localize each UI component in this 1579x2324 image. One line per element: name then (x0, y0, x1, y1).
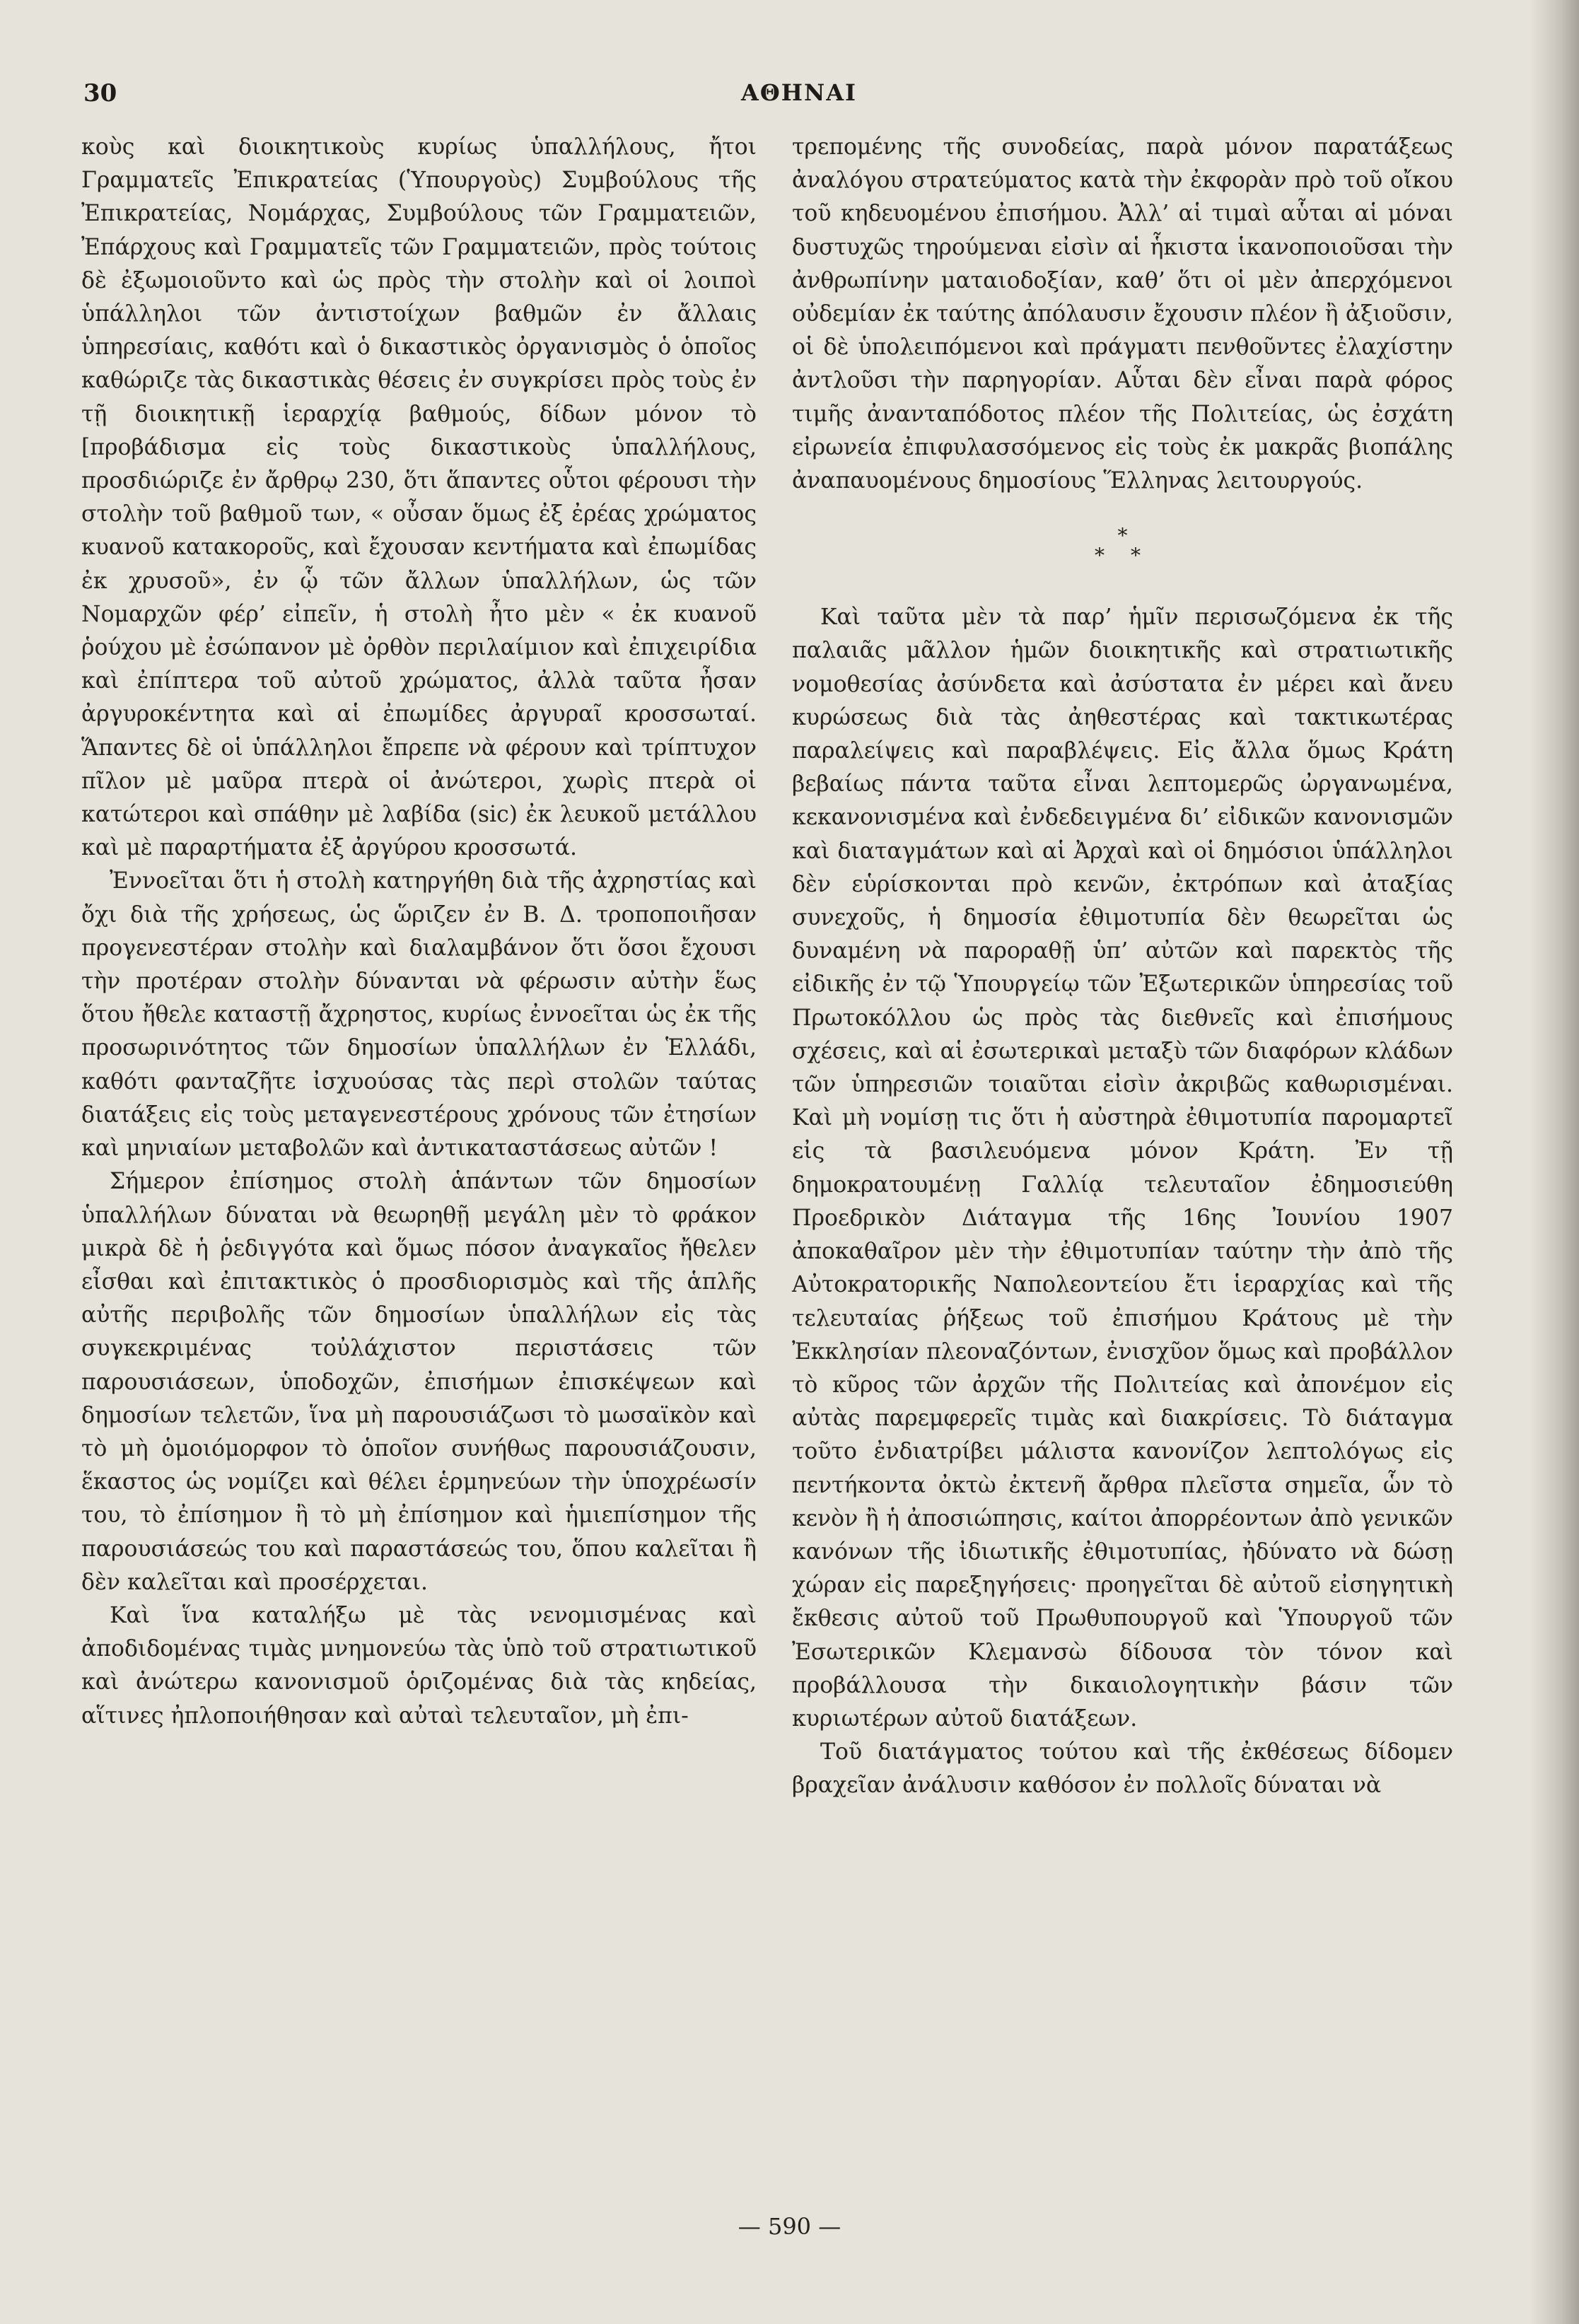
left-paragraph-2: Ἐννοεῖται ὅτι ἡ στολὴ κατηργήθη διὰ τῆς ἀχρηστίας καὶ ὄχι διὰ τῆς χρήσεως, ὡς ὥριζεν ἐν Β. Δ. τροποποιῆσαν προγενεστέραν στολὴν καὶ διαλαμβάνον ὅτι ὅσοι ἔχουσι τὴν προτέραν στολὴν δύνανται νὰ φέρωσιν αὐτὴν ἕως ὅτου ἤθελε καταστῇ ἄχρηστος, κυρίως ἐννοεῖται ὡς ἐκ τῆς προσωρινότητος τῶν δημοσίων ὑπαλλήλων ἐν Ἑλλάδι, καθότι φανταζῆτε ἰσχυούσας τὰς περὶ στολῶν ταύτας διατάξεις εἰς τοὺς μεταγενεστέρους χρόνους τῶν ἐτησίων καὶ μηνιαίων μεταβολῶν καὶ ἀντικαταστάσεως αὐτῶν ! (81, 868, 757, 1162)
running-head: ΑΘΗΝΑΙ (741, 79, 857, 106)
asterism-top: * (1117, 524, 1128, 548)
page-header (78, 79, 1520, 122)
page-folio: — 590 — (738, 2213, 841, 2240)
right-column (792, 131, 1453, 1803)
asterism-bottom: * * (1095, 544, 1150, 568)
left-paragraph-1: κοὺς καὶ διοικητικοὺς κυρίως ὑπαλλήλους, ἤτοι Γραμματεῖς Ἐπικρατείας (Ὑπουργοὺς) Συμβούλους τῆς Ἐπικρατείας, Νομάρχας, Συμβούλους τῶν Γραμματειῶν, Ἐπάρχους καὶ Γραμματεῖς τῶν Γραμματειῶν, πρὸς τούτοις δὲ ἐξωμοιοῦντο καὶ ὡς πρὸς τὴν στολὴν καὶ οἱ λοιποὶ ὑπάλληλοι τῶν ἀντιστοίχων βαθμῶν ἐν ἄλλαις ὑπηρεσίαις, καθότι καὶ ὁ δικαστικὸς ὀργανισμὸς ὁ ὁποῖος καθώριζε τὰς δικαστικὰς θέσεις ἐν συγκρίσει πρὸς τοὺς ἐν τῇ διοικητικῇ ἱεραρχίᾳ βαθμούς, δίδων μόνον τὸ [προβάδισμα εἰς τοὺς δικαστικοὺς ὑπαλλήλους, προσδιώριζε ἐν ἄρθρῳ 230, ὅτι ἅπαντες οὗτοι φέρουσι τὴν στολὴν τοῦ βαθμοῦ των, « οὖσαν ὅμως ἐξ ἐρέας χρώματος κυανοῦ κατακοροῦς, καὶ ἔχουσαν κεντήματα καὶ ἐπωμίδας ἐκ χρυσοῦ», ἐν ᾧ τῶν ἄλλων ὑπαλλήλων, ὡς τῶν Νομαρχῶν φέρ’ εἰπεῖν, ἡ στολὴ ἦτο μὲν « ἐκ κυανοῦ ῥούχου μὲ ἐσώπανον μὲ ὀρθὸν περιλαίμιον καὶ ἐπιχειρίδια καὶ ἐπίπτερα τοῦ αὐτοῦ χρώματος, ἀλλὰ ταῦτα ἦσαν ἀργυροκέντητα καὶ αἱ ἐπωμίδες ἀργυραῖ κροσσωταί. Ἅπαντες δὲ οἱ ὑπάλληλοι ἔπρεπε νὰ φέρουν καὶ τρίπτυχον πῖλον μὲ μαῦρα πτερὰ οἱ ἀνώτεροι, χωρὶς πτερὰ οἱ κατώτεροι καὶ σπάθην μὲ λαβίδα (sic) ἐκ λευκοῦ μετάλλου καὶ μὲ παραρτήματα ἐξ ἀργύρου κροσσωτά. (81, 134, 757, 861)
section-asterism (792, 526, 1453, 566)
page-number: 30 (83, 79, 117, 107)
right-paragraph-1: τρεπομένης τῆς συνοδείας, παρὰ μόνον παρατάξεως ἀναλόγου στρατεύματος κατὰ τὴν ἐκφορὰν πρὸ τοῦ οἴκου τοῦ κηδευομένου ἐπισήμου. Ἀλλ’ αἱ τιμαὶ αὗται αἱ μόναι δυστυχῶς τηρούμεναι εἰσὶν αἱ ἧκιστα ἱκανοποιοῦσαι τὴν ἀνθρωπίνην ματαιοδοξίαν, καθ’ ὅτι οἱ μὲν ἀπερχόμενοι οὐδεμίαν ἐκ ταύτης ἀπόλαυσιν ἔχουσιν πλέον ἢ ἀξιοῦσιν, οἱ δὲ ὑπολειπόμενοι καὶ πράγματι πενθοῦντες ἐλαχίστην ἀντλοῦσι τὴν παρηγορίαν. Αὗται δὲν εἶναι παρὰ φόρος τιμῆς ἀνανταπόδοτος πλέον τῆς Πολιτείας, ὡς ἐσχάτη εἰρωνεία ἐπιφυλασσόμενος εἰς τοὺς ἐκ μακρᾶς βιοπάλης ἀναπαυομένους δημοσίους Ἕλληνας λειτουργούς. (792, 134, 1453, 494)
right-paragraph-2: Καὶ ταῦτα μὲν τὰ παρ’ ἡμῖν περισωζόμενα ἐκ τῆς παλαιᾶς μᾶλλον ἡμῶν διοικητικῆς καὶ στρατιωτικῆς νομοθεσίας ἀσύνδετα καὶ ἀσύστατα ἐν μέρει καὶ ἄνευ κυρώσεως διὰ τὰς ἀηθεστέρας καὶ τακτικωτέρας παραλείψεις καὶ παραβλέψεις. Εἰς ἄλλα ὅμως Κράτη βεβαίως πάντα ταῦτα εἶναι λεπτομερῶς ὠργανωμένα, κεκανονισμένα καὶ ἐνδεδειγμένα δι’ εἰδικῶν κανονισμῶν καὶ διαταγμάτων καὶ αἱ Ἀρχαὶ καὶ οἱ δημόσιοι ὑπάλληλοι δὲν εὑρίσκονται πρὸ κενῶν, ἐκτρόπων καὶ ἀταξίας συνεχοῦς, ἡ δημοσία ἐθιμοτυπία δὲν θεωρεῖται ὡς δυναμένη νὰ παροραθῇ ὑπ’ αὐτῶν καὶ παρεκτὸς τῆς εἰδικῆς ἐν τῷ Ὑπουργείῳ τῶν Ἐξωτερικῶν ὑπηρεσίας τοῦ Πρωτοκόλλου ὡς πρὸς τὰς διεθνεῖς καὶ ἐπισήμους σχέσεις, καὶ αἱ ἐσωτερικαὶ μεταξὺ τῶν διαφόρων κλάδων τῶν ὑπηρεσιῶν τοιαῦται εἰσὶν ἀκριβῶς καθωρισμέναι. Καὶ μὴ νομίσῃ τις ὅτι ἡ αὐστηρὰ ἐθιμοτυπία παρομαρτεῖ εἰς τὰ βασιλευόμενα μόνον Κράτη. Ἐν τῇ δημοκρατουμένῃ Γαλλίᾳ τελευταῖον ἐδημοσιεύθη Προεδρικὸν Διάταγμα τῆς 16ης Ἰουνίου 1907 ἀποκαθαῖρον μὲν τὴν ἐθιμοτυπίαν ταύτην τὴν ἀπὸ τῆς Αὐτοκρατορικῆς Ναπολεοντείου ἔτι ἱεραρχίας καὶ τῆς τελευταίας ῥήξεως τοῦ ἐπισήμου Κράτους μὲ τὴν Ἐκκλησίαν πλεοναζόντων, ἐνισχῦον ὅμως καὶ προβάλλον τὸ κῦρος τῶν ἀρχῶν τῆς Πολιτείας καὶ ἀπονέμον εἰς αὐτὰς παρεμφερεῖς τιμὰς καὶ διακρίσεις. Τὸ διάταγμα τοῦτο ἐνδιατρίβει μάλιστα κανονίζον λεπτολόγως εἰς πεντήκοντα ὀκτὼ ἐκτενῆ ἄρθρα πλεῖστα σημεῖα, ὧν τὸ κενὸν ἢ ἡ ἀποσιώπησις, καίτοι ἀπορρέοντων ἀπὸ γενικῶν κανόνων τῆς ἰδιωτικῆς ἐθιμοτυπίας, ἠδύνατο νὰ δώσῃ χώραν εἰς παρεξηγήσεις· προηγεῖται δὲ αὐτοῦ εἰσηγητικὴ ἔκθεσις αὐτοῦ τοῦ Πρωθυπουργοῦ καὶ Ὑπουργοῦ τῶν Ἐσωτερικῶν Κλεμανσὼ δίδουσα τὸν τόνον καὶ προβάλλουσα τὴν δικαιολογητικὴν βάσιν τῶν κυριωτέρων αὐτοῦ διατάξεων. (792, 605, 1453, 1732)
left-paragraph-4: Καὶ ἵνα καταλήξω μὲ τὰς νενομισμένας καὶ ἀποδιδομένας τιμὰς μνημονεύω τὰς ὑπὸ τοῦ στρατιωτικοῦ καὶ ἀνώτερω κανονισμοῦ ὁριζομένας διὰ τὰς κηδείας, αἵτινες ἠπλοποιήθησαν καὶ αὐταὶ τελευταῖον, μὴ ἐπι- (81, 1602, 757, 1729)
left-column (81, 131, 757, 1733)
page-gutter-shadow (1530, 0, 1579, 2324)
section-spacer (792, 587, 1453, 601)
left-paragraph-3: Σήμερον ἐπίσημος στολὴ ἁπάντων τῶν δημοσίων ὑπαλλήλων δύναται νὰ θεωρηθῇ μεγάλη μὲν τὸ φράκον μικρὰ δὲ ἡ ῥεδιγγότα καὶ ὅμως πόσον ἀναγκαῖος ἤθελεν εἶσθαι καὶ ἐπιτακτικὸς ὁ προσδιορισμὸς καὶ τῆς ἁπλῆς αὐτῆς περιβολῆς τῶν δημοσίων ὑπαλλήλων εἰς τὰς συγκεκριμένας τοὐλάχιστον περιστάσεις τῶν παρουσιάσεων, ὑποδοχῶν, ἐπισήμων ἐπισκέψεων καὶ δημοσίων τελετῶν, ἵνα μὴ παρουσιάζωσι τὸ μωσαϊκὸν καὶ τὸ μὴ ὁμοιόμορφον τὸ ὁποῖον συνήθως παρουσιάζουσιν, ἕκαστος ὡς νομίζει καὶ θέλει ἑρμηνεύων τὴν ὑποχρέωσίν του, τὸ ἐπίσημον ἢ τὸ μὴ ἐπίσημον καὶ ἡμιεπίσημον τῆς παρουσιάσεώς του καὶ παραστάσεώς του, ὅπου καλεῖται ἢ δὲν καλεῖται καὶ προσέρχεται. (81, 1169, 757, 1595)
right-paragraph-3: Τοῦ διατάγματος τούτου καὶ τῆς ἐκθέσεως δίδομεν βραχεῖαν ἀνάλυσιν καθόσον ἐν πολλοῖς δύναται νὰ (792, 1739, 1453, 1799)
